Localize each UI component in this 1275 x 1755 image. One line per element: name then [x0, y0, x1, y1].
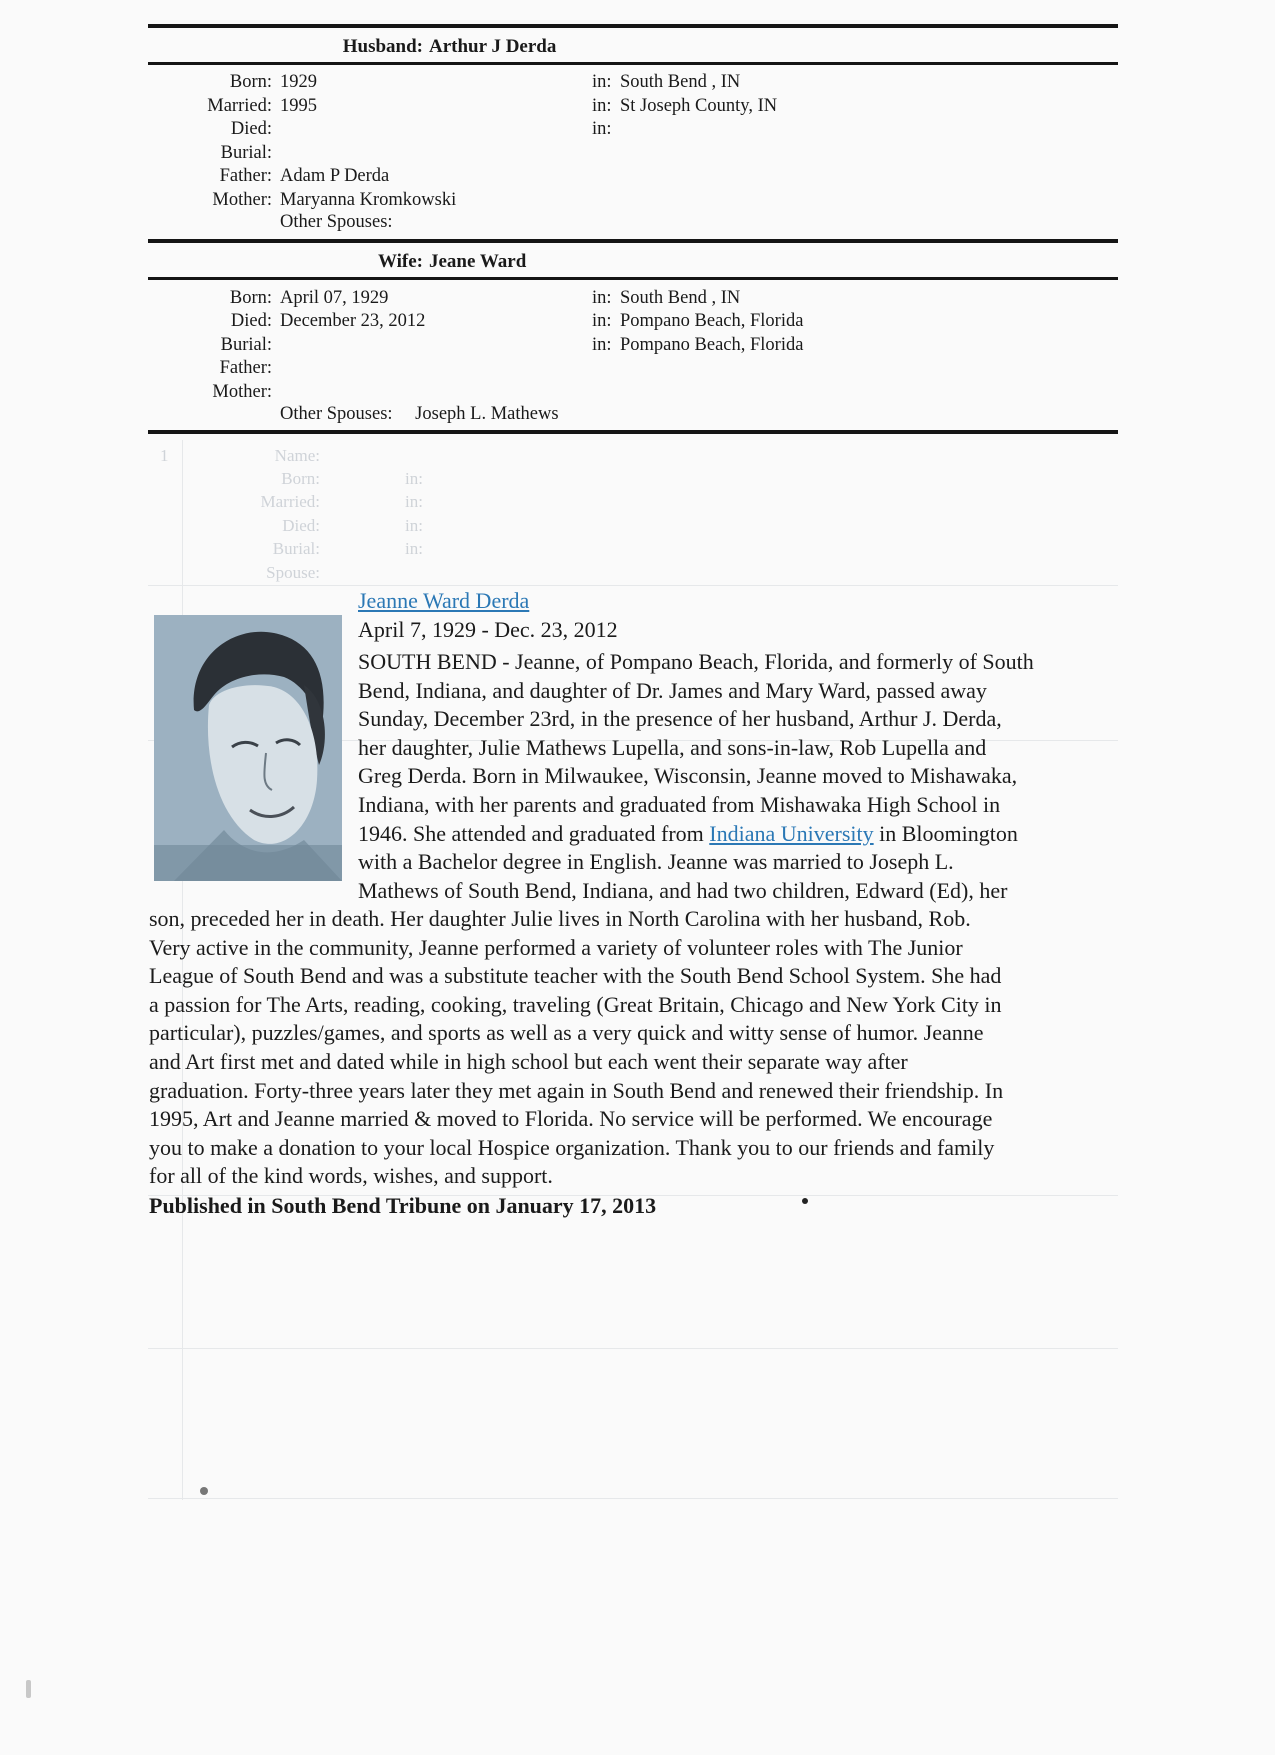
ghost-rule [148, 1348, 1118, 1349]
wife-other-spouses [280, 404, 559, 425]
fact-value: Maryanna Kromkowski [280, 190, 457, 210]
obituary-line: graduation. Forty-three years later they met again in South Bend and renewed their friendship. In [149, 1077, 1004, 1103]
fact-in-label: in: [592, 311, 612, 331]
fact-value: December 23, 2012 [280, 311, 426, 331]
fact-label: Born: [229, 288, 272, 308]
fact-label: Father: [219, 166, 272, 186]
obituary-line: for all of the kind words, wishes, and support. [149, 1163, 553, 1189]
wife-header [148, 251, 1118, 275]
obituary-line-with-link [358, 820, 1034, 849]
husband-mother-row [0, 189, 1200, 212]
portrait-image [154, 615, 342, 881]
obituary-line: Indiana, with her parents and graduated from Mishawaka High School in [358, 791, 1001, 817]
fact-label: Died: [230, 119, 272, 139]
other-spouses-label: Other Spouses: [280, 212, 393, 232]
scan-speck [26, 1680, 31, 1698]
ghost-label: Spouse: [266, 563, 320, 582]
fact-value: April 07, 1929 [280, 288, 389, 308]
obituary-line: Bend, Indiana, and daughter of Dr. James and Mary Ward, passed away [358, 677, 987, 703]
husband-label: Husband: [342, 36, 423, 57]
scan-speck [200, 1487, 208, 1495]
obituary-body-full [149, 905, 1003, 1191]
scan-speck [802, 1198, 808, 1204]
husband-name: Arthur J Derda [429, 36, 557, 57]
wife-name: Jeane Ward [429, 251, 527, 272]
husband-header [148, 36, 1118, 60]
ghost-number: 1 [160, 446, 169, 465]
portrait-photo [154, 615, 342, 881]
obituary-line: 1995, Art and Jeanne married & moved to Florida. No service will be performed. We encourage [149, 1106, 993, 1132]
obituary-line: and Art first met and dated while in high school but each went their separate way after [149, 1048, 908, 1074]
obituary-line: Greg Derda. Born in Milwaukee, Wisconsin, Jeanne moved to Mishawaka, [358, 763, 1018, 789]
husband-born-row [0, 71, 1200, 94]
section-rule [148, 430, 1118, 434]
obituary-line: Mathews of South Bend, Indiana, and had two children, Edward (Ed), her [358, 877, 1008, 903]
obituary-line: you to make a donation to your local Hospice organization. Thank you to our friends and family [149, 1134, 995, 1160]
fact-value: 1995 [280, 96, 317, 116]
ghost-in-label: in: [405, 492, 423, 511]
obituary-line: son, preceded her in death. Her daughter Julie lives in North Carolina with her husband, Rob. [149, 906, 971, 931]
section-rule [148, 62, 1118, 65]
ghost-child-block [160, 444, 460, 594]
fact-label: Father: [219, 358, 272, 378]
fact-place: Pompano Beach, Florida [620, 335, 804, 355]
ghost-label: Name: [274, 446, 320, 465]
other-spouses-label: Other Spouses: [280, 404, 393, 424]
husband-died-row [0, 118, 1200, 141]
publication-note: Published in South Bend Tribune on January 17, 2013 [149, 1193, 657, 1218]
obituary-line: particular), puzzles/games, and sports as well as a very quick and witty sense of humor. Jeanne [149, 1020, 984, 1046]
ghost-in-label: in: [405, 469, 423, 488]
fact-place: Pompano Beach, Florida [620, 311, 804, 331]
obituary-dates: April 7, 1929 - Dec. 23, 2012 [358, 617, 618, 642]
fact-in-label: in: [592, 72, 612, 92]
fact-in-label: in: [592, 288, 612, 308]
section-rule [148, 277, 1118, 280]
fact-place: South Bend , IN [620, 72, 741, 92]
fact-value: 1929 [280, 72, 317, 92]
link-prefix: 1946. She attended and graduated from [358, 820, 710, 846]
section-rule [148, 24, 1118, 28]
fact-label: Married: [207, 96, 272, 116]
fact-place: South Bend , IN [620, 288, 741, 308]
ghost-in-label: in: [405, 516, 423, 535]
ghost-label: Burial: [272, 539, 320, 558]
obituary-line: Very active in the community, Jeanne performed a variety of volunteer roles with The Junior [149, 934, 963, 960]
obituary-line: a passion for The Arts, reading, cooking, traveling (Great Britain, Chicago and New York City in [149, 991, 1002, 1017]
fact-in-label: in: [592, 119, 612, 139]
fact-label: Died: [230, 311, 272, 331]
husband-father-row [0, 165, 1200, 188]
ghost-label: Married: [260, 492, 320, 511]
wife-father-row [0, 357, 1200, 380]
obituary-line: Sunday, December 23rd, in the presence of her husband, Arthur J. Derda, [358, 706, 1002, 732]
other-spouses-value: Joseph L. Mathews [415, 404, 559, 424]
obituary-line: her daughter, Julie Mathews Lupella, and sons-in-law, Rob Lupella and [358, 734, 987, 760]
obituary-title-link[interactable]: Jeanne Ward Derda [358, 588, 530, 613]
wife-born-row [0, 287, 1200, 310]
wife-died-row [0, 310, 1200, 333]
fact-place: St Joseph County, IN [620, 96, 778, 116]
fact-label: Born: [229, 72, 272, 92]
husband-married-row [0, 95, 1200, 118]
wife-burial-row [0, 334, 1200, 357]
indiana-university-link[interactable]: Indiana University [709, 820, 874, 846]
fact-value: Adam P Derda [280, 166, 390, 186]
husband-other-spouses [280, 212, 411, 233]
obituary-line: with a Bachelor degree in English. Jeanne was married to Joseph L. [358, 849, 954, 875]
fact-label: Burial: [220, 335, 272, 355]
ghost-label: Died: [282, 516, 320, 535]
fact-label: Mother: [212, 190, 272, 210]
fact-in-label: in: [592, 96, 612, 116]
obituary-line: League of South Bend and was a substitute teacher with the South Bend School System. She had [149, 963, 1002, 989]
fact-in-label: in: [592, 335, 612, 355]
wife-mother-row [0, 381, 1200, 404]
wife-label: Wife: [377, 251, 423, 272]
ghost-rule [148, 1498, 1118, 1499]
husband-burial-row [0, 142, 1200, 165]
fact-label: Mother: [212, 382, 272, 402]
obituary-body-top [358, 648, 1034, 905]
obituary-line: SOUTH BEND - Jeanne, of Pompano Beach, Florida, and formerly of South [358, 649, 1034, 674]
link-suffix: in Bloomington [873, 820, 1018, 846]
fact-label: Burial: [220, 143, 272, 163]
ghost-in-label: in: [405, 539, 423, 558]
ghost-label: Born: [281, 469, 320, 488]
section-rule [148, 239, 1118, 243]
